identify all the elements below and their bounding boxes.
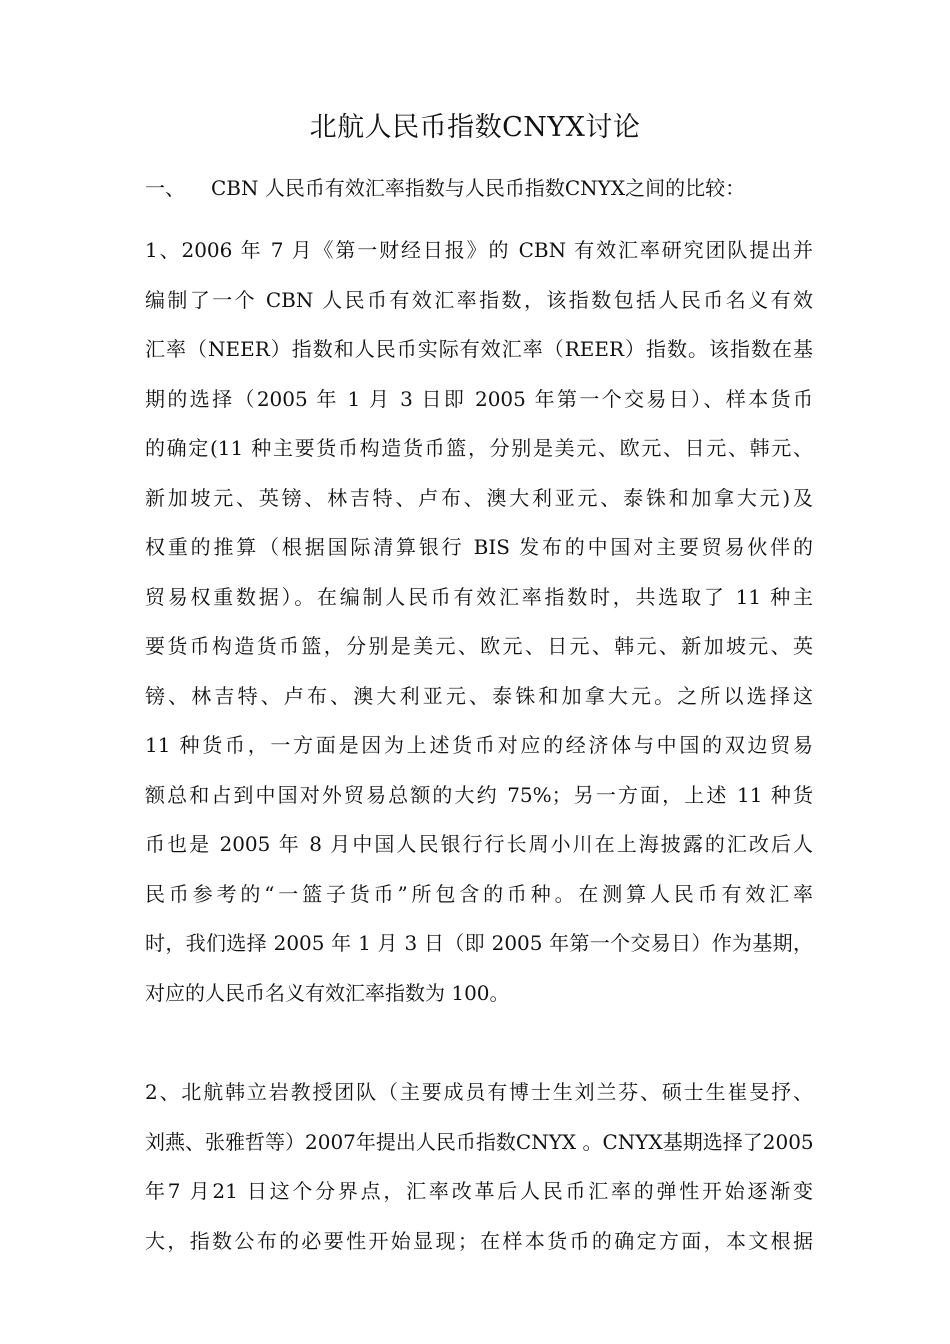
section-number: 一、 [145,176,185,200]
text-line: 刘燕、张雅哲等）2007年提出人民币指数CNYX 。CNYX基期选择了2005 [145,1129,814,1154]
text-line: 的确定(11 种主要货币构造货币篮，分别是美元、欧元、日元、韩元、 [145,436,813,460]
text-line: 时，我们选择 2005 年 1 月 3 日（即 2005 年第一个交易日）作为基期， [145,931,813,955]
text-line: 镑、林吉特、卢布、澳大利亚元、泰铢和加拿大元。之所以选择这 [145,683,813,708]
text-line: 权重的推算（根据国际清算银行 BIS 发布的中国对主要贸易伙伴的 [145,535,813,559]
text-line: 民币参考的“一篮子货币”所包含的币种。在测算人民币有效汇率 [145,881,813,906]
text-line: 币也是 2005 年 8 月中国人民银行行长周小川在上海披露的汇改后人 [145,832,813,856]
document-title: 北航人民币指数CNYX讨论 [309,112,641,143]
text-line: 额总和占到中国对外贸易总额的大约 75%；另一方面，上述 11 种货 [145,782,813,807]
text-line: 2、北航韩立岩教授团队（主要成员有博士生刘兰芬、硕士生崔旻抒、 [145,1080,813,1104]
text-line: 大，指数公布的必要性开始显现；在样本货币的确定方面，本文根据 [145,1228,813,1253]
text-line: 新加坡元、英镑、林吉特、卢布、澳大利亚元、泰铢和加拿大元)及 [145,485,813,510]
paragraph-2 [145,1068,813,1266]
text-line: 期的选择（2005 年 1 月 3 日即 2005 年第一个交易日）、样本货币 [145,386,813,411]
text-line: 要货币构造货币篮，分别是美元、欧元、日元、韩元、新加坡元、英 [145,634,813,658]
text-line: 11 种货币，一方面是因为上述货币对应的经济体与中国的双边贸易 [145,733,813,757]
text-line: 1、2006 年 7 月《第一财经日报》的 CBN 有效汇率研究团队提出并 [145,238,813,262]
paragraph-1 [145,226,813,1018]
text-line: 编制了一个 CBN 人民币有效汇率指数，该指数包括人民币名义有效 [145,287,813,312]
text-line: 汇率（NEER）指数和人民币实际有效汇率（REER）指数。该指数在基 [145,337,813,361]
text-line: 对应的人民币名义有效汇率指数为 100。 [145,980,510,1005]
text-line: 贸易权重数据）。在编制人民币有效汇率指数时，共选取了 11 种主 [145,584,813,609]
section-heading [145,172,825,204]
text-line: 年7 月21 日这个分界点，汇率改革后人民币汇率的弹性开始逐渐变 [145,1179,813,1203]
section-heading-text: CBN 人民币有效汇率指数与人民币指数CNYX之间的比较： [211,176,746,200]
